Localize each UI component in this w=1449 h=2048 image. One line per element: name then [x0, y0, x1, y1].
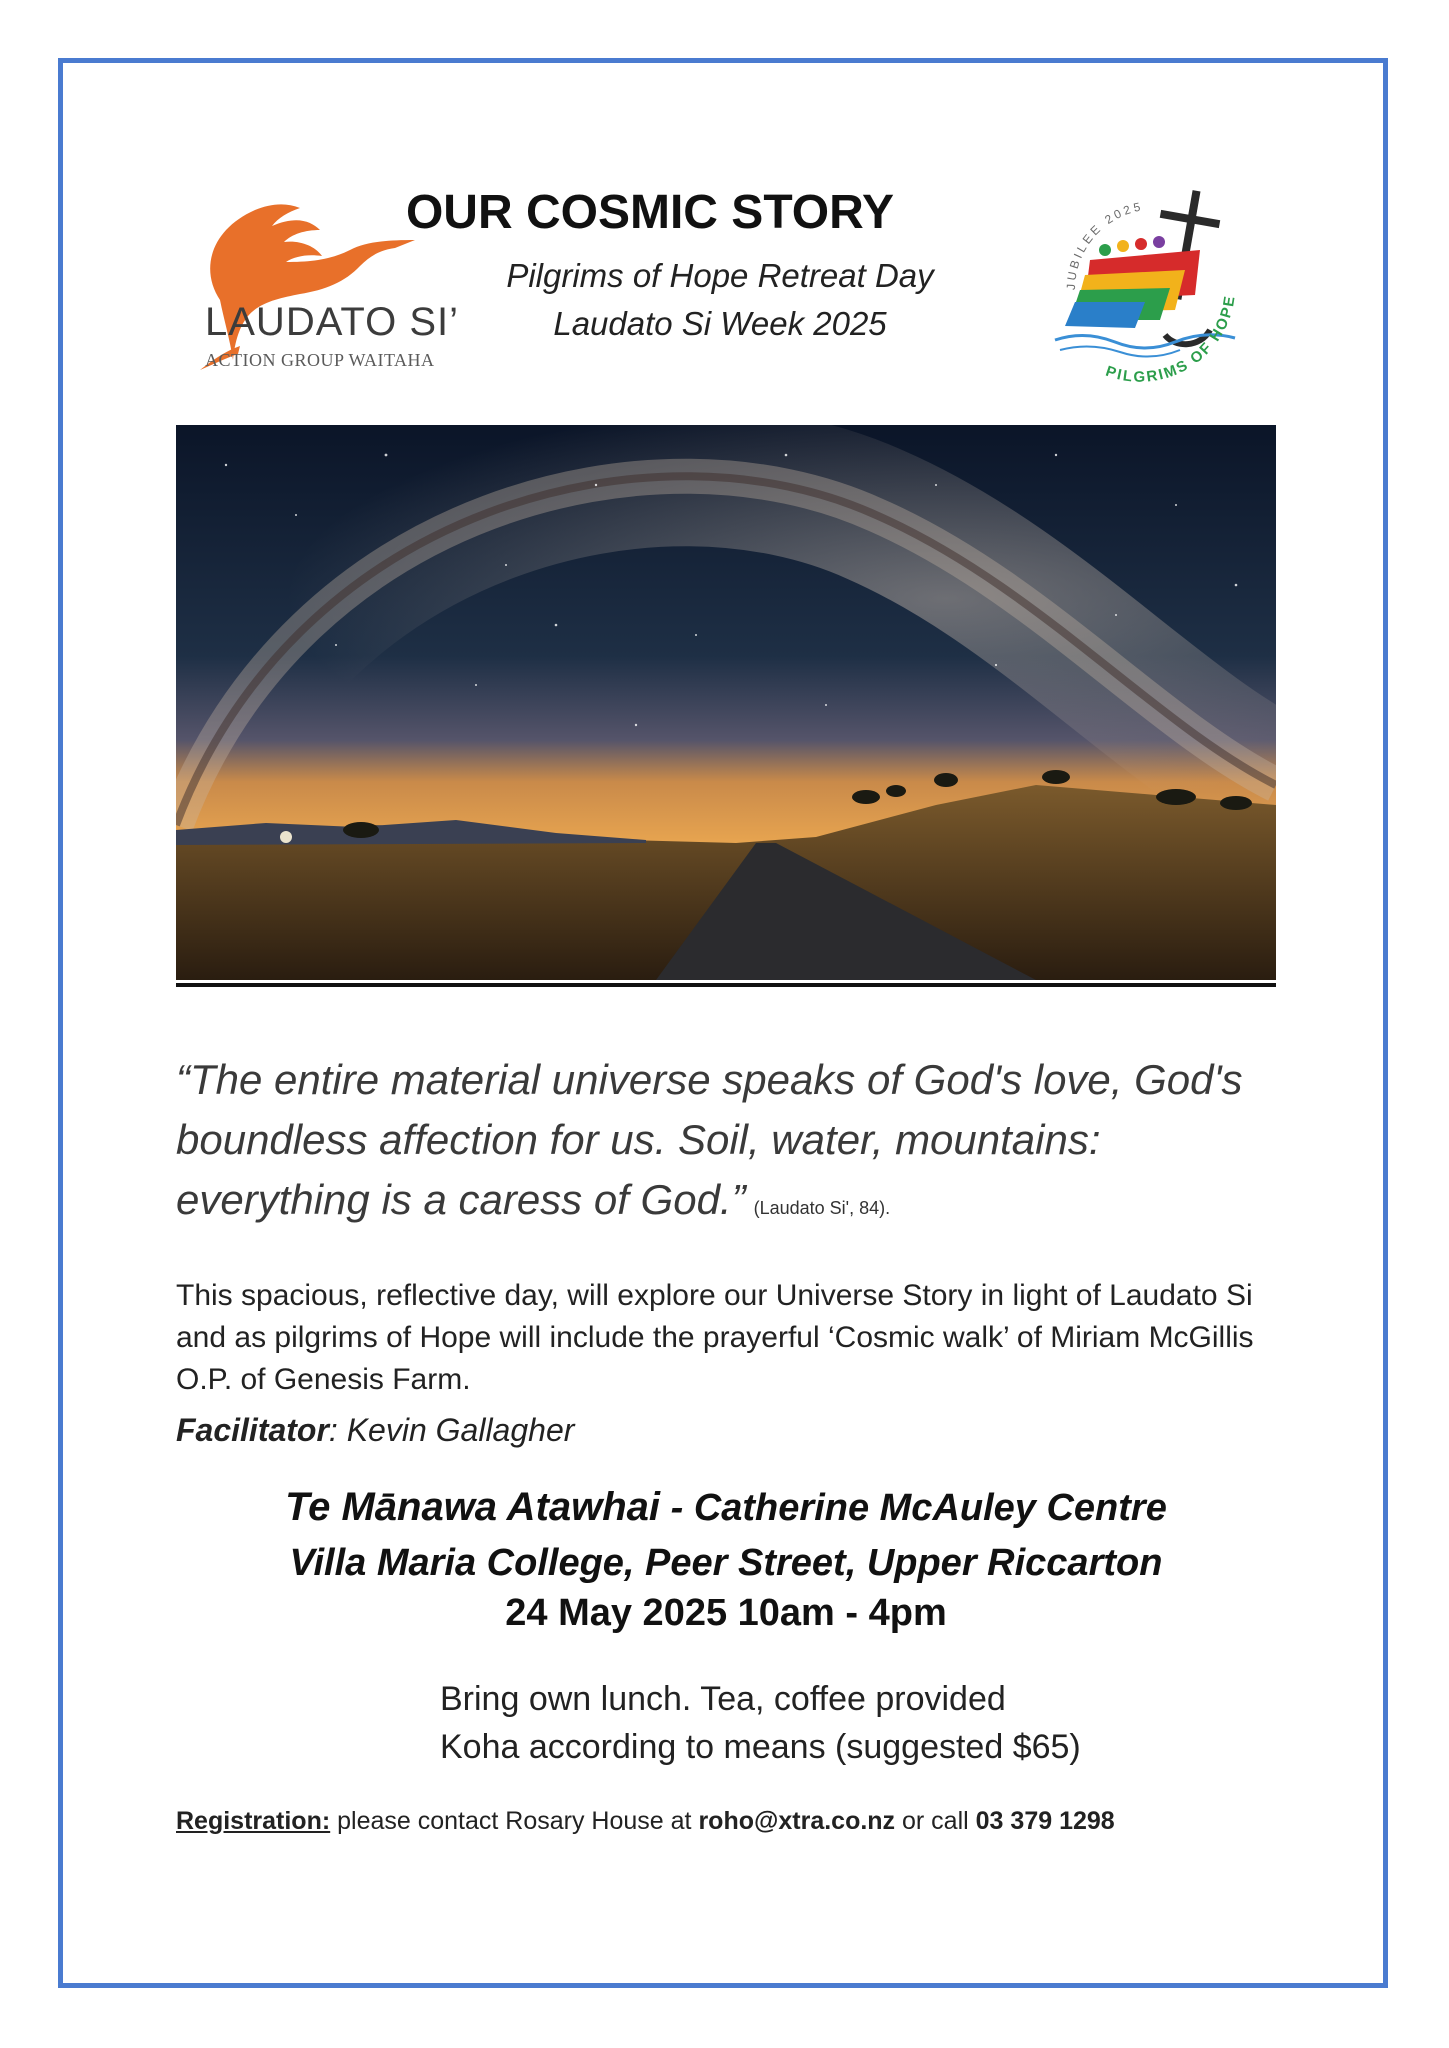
venue-name-english: Catherine McAuley Centre	[693, 1487, 1167, 1529]
event-date: 24 May 2025 10am - 4pm	[505, 1592, 947, 1634]
facilitator-name: : Kevin Gallagher	[328, 1412, 575, 1448]
registration-label: Registration:	[176, 1807, 331, 1835]
subtitle-line-2: Laudato Si Week 2025	[553, 305, 887, 342]
info-lunch: Bring own lunch. Tea, coffee provided	[440, 1680, 1006, 1718]
venue-name-maori: Te Mānawa Atawhai	[285, 1485, 661, 1529]
quote-citation: (Laudato Si', 84).	[753, 1198, 891, 1218]
registration-text-2: or call	[895, 1807, 976, 1835]
info-koha: Koha according to means (suggested $65)	[440, 1728, 1081, 1766]
event-subtitle	[440, 252, 1000, 348]
registration	[176, 1807, 1115, 1836]
registration-text: please contact Rosary House at	[330, 1807, 699, 1835]
registration-email[interactable]: roho@xtra.co.nz	[698, 1807, 896, 1835]
quote-text: “The entire material universe speaks of God's love, God's boundless affection for us. Soil, water, mountains: everything is a caress of God.”	[176, 1056, 1243, 1223]
event-description: This spacious, reflective day, will explore our Universe Story in light of Laudato Si and as pilgrims of Hope will include the prayerful ‘Cosmic walk’ of Miriam McGillis O.P. of Genesis Farm.	[176, 1279, 1254, 1396]
facilitator	[176, 1412, 574, 1449]
registration-phone[interactable]: 03 379 1298	[975, 1807, 1115, 1835]
photo-divider	[176, 983, 1276, 987]
laudato-si-quote	[176, 1050, 1296, 1238]
subtitle-line-1: Pilgrims of Hope Retreat Day	[506, 257, 934, 294]
page-title: OUR COSMIC STORY	[405, 186, 895, 239]
pilgrims-of-hope-text: PILGRIMS OF HOPE	[1103, 293, 1239, 386]
jubilee-text: JUBILEE 2025	[1063, 199, 1145, 291]
logo-left-name: LAUDATO SI’	[205, 300, 460, 344]
event-info	[440, 1675, 1081, 1771]
venue	[176, 1480, 1276, 1591]
jubilee-logo	[1035, 180, 1275, 400]
milky-way-photo	[176, 425, 1276, 980]
facilitator-label: Facilitator	[176, 1412, 329, 1448]
jubilee-cross-anchor-icon	[1035, 180, 1275, 400]
logo-left-subtitle: ACTION GROUP WAITAHA	[205, 350, 435, 370]
venue-name	[176, 1480, 1276, 1536]
venue-name-separator: -	[660, 1487, 694, 1529]
venue-address: Villa Maria College, Peer Street, Upper Riccarton	[289, 1542, 1163, 1584]
